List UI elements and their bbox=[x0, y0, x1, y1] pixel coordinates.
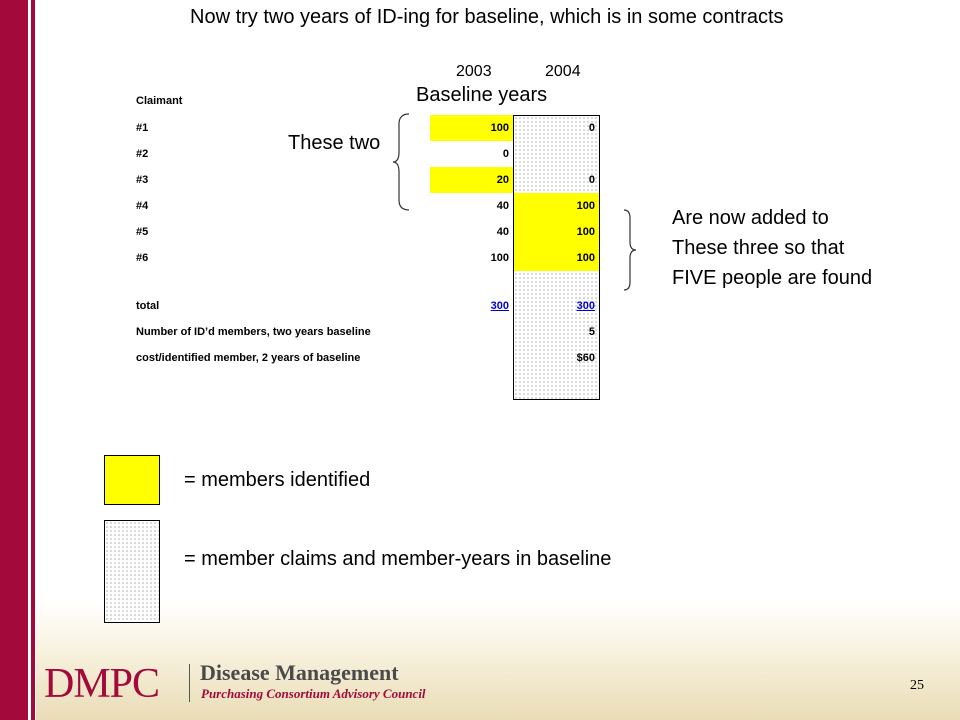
page-number: 25 bbox=[910, 678, 924, 693]
left-accent-bar bbox=[0, 0, 28, 720]
claimant-label: #4 bbox=[136, 200, 149, 212]
right-brace-icon bbox=[622, 208, 638, 292]
legend-stipple-swatch bbox=[104, 520, 160, 623]
value-2004-cell: 100 bbox=[514, 193, 599, 219]
value-2003-cell: 20 bbox=[430, 167, 513, 193]
cost-value: $60 bbox=[576, 352, 595, 364]
legend-baseline-text: = member claims and member-years in baseline bbox=[184, 548, 612, 570]
claimant-label: #2 bbox=[136, 148, 149, 160]
added-annotation bbox=[672, 203, 872, 293]
logo-divider bbox=[189, 664, 190, 702]
value-2004-cell: 100 bbox=[514, 245, 599, 271]
total-2004-link[interactable]: 300 bbox=[576, 300, 595, 312]
value-2003-cell: 100 bbox=[490, 252, 509, 264]
org-name-line2: Purchasing Consortium Advisory Council bbox=[201, 686, 426, 701]
footer-gradient bbox=[36, 600, 960, 720]
claimant-label: #3 bbox=[136, 174, 149, 186]
cost-label: cost/identified member, 2 years of baseline bbox=[136, 352, 361, 364]
legend-yellow-swatch bbox=[104, 455, 160, 505]
these-two-annotation: These two bbox=[288, 132, 381, 154]
id-members-value: 5 bbox=[588, 326, 595, 338]
baseline-years-label: Baseline years bbox=[416, 84, 548, 106]
value-2003-cell: 100 bbox=[430, 115, 513, 141]
org-name-line1: Disease Management bbox=[200, 660, 399, 685]
added-line-2: These three so that bbox=[672, 237, 845, 259]
claimant-label: #5 bbox=[136, 226, 149, 238]
value-2004-cell: 0 bbox=[588, 122, 595, 134]
year-2004-header: 2004 bbox=[545, 63, 581, 80]
claimant-label: #1 bbox=[136, 122, 149, 134]
claimant-label: #6 bbox=[136, 252, 149, 264]
legend-identified-text: = members identified bbox=[184, 469, 371, 491]
left-accent-stripe bbox=[31, 0, 35, 720]
dmpc-logo: DMPC bbox=[44, 661, 160, 707]
value-2004-cell bbox=[514, 141, 599, 167]
value-2003-cell: 40 bbox=[496, 226, 509, 238]
id-members-label: Number of ID’d members, two years baseline bbox=[136, 326, 371, 338]
value-2003-cell: 0 bbox=[502, 148, 509, 160]
total-2003-link[interactable]: 300 bbox=[490, 300, 509, 312]
value-2004-cell: 100 bbox=[514, 219, 599, 245]
added-line-3: FIVE people are found bbox=[672, 267, 873, 289]
claimant-header: Claimant bbox=[136, 95, 183, 107]
total-2004-cell[interactable] bbox=[514, 293, 599, 319]
slide-title: Now try two years of ID-ing for baseline, which is in some contracts bbox=[190, 6, 784, 28]
total-2003-cell[interactable] bbox=[430, 293, 513, 319]
left-brace-icon bbox=[392, 112, 412, 212]
value-2003-cell: 40 bbox=[496, 200, 509, 212]
year-2003-header: 2003 bbox=[456, 63, 492, 80]
added-line-1: Are now added to bbox=[672, 207, 829, 229]
value-2004-cell: 0 bbox=[588, 174, 595, 186]
total-label: total bbox=[136, 300, 160, 312]
